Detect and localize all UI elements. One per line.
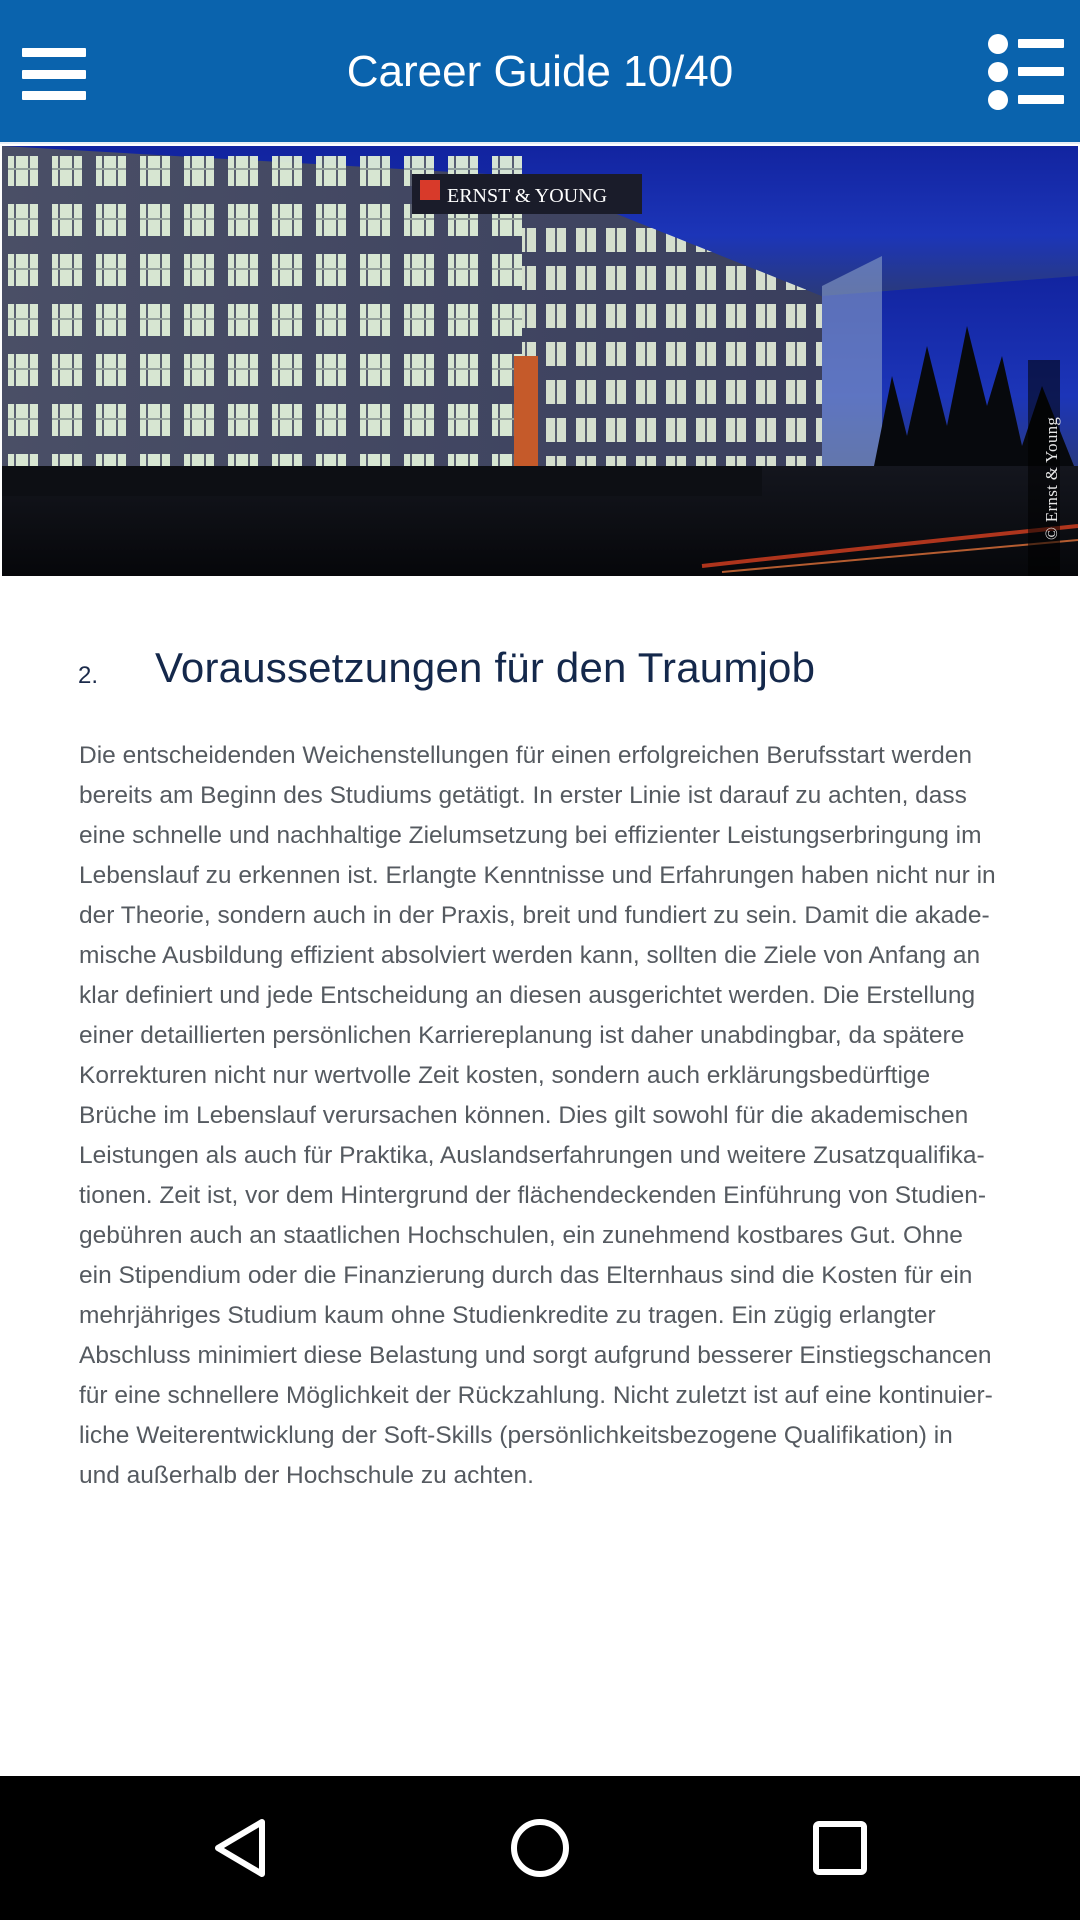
- system-nav-bar: [0, 1776, 1080, 1920]
- roof-sign: ERNST & YOUNG: [447, 185, 608, 207]
- building-illustration: [2, 146, 1078, 576]
- home-circle-icon[interactable]: [490, 1798, 590, 1898]
- hamburger-menu-icon[interactable]: [22, 48, 86, 100]
- body-line: einer detaillierten persönlichen Karriereplanung ist daher unabdingbar, da spätere: [79, 1022, 965, 1049]
- body-line: der Theorie, sondern auch in der Praxis, breit und fundiert zu sein. Damit die akade-: [79, 902, 990, 929]
- section-body: [79, 736, 1019, 1496]
- body-line: tionen. Zeit ist, vor dem Hintergrund der flächendeckenden Einführung von Studien-: [79, 1182, 987, 1209]
- photo-credit: © Ernst & Young: [1042, 416, 1061, 540]
- body-line: gebühren auch an staatlichen Hochschulen, ein zunehmend kostbares Gut. Ohne: [79, 1222, 963, 1249]
- body-line: Abschluss minimiert diese Belastung und sorgt aufgrund besserer Einstiegschancen: [79, 1342, 992, 1369]
- list-icon[interactable]: [988, 34, 1064, 110]
- body-line: klar definiert und jede Entscheidung an diesen ausgerichtet werden. Die Erstellung: [79, 982, 976, 1009]
- back-triangle-icon[interactable]: [190, 1798, 290, 1898]
- body-line: Korrekturen nicht nur wertvolle Zeit kosten, sondern auch erklärungsbedürftige: [79, 1062, 931, 1089]
- body-line: Leistungen als auch für Praktika, Auslandserfahrungen und weitere Zusatzqualifika-: [79, 1142, 985, 1169]
- recents-square-icon[interactable]: [790, 1798, 890, 1898]
- body-line: Brüche im Lebenslauf verursachen können. Dies gilt sowohl für die akademischen: [79, 1102, 969, 1129]
- body-line: und außerhalb der Hochschule zu achten.: [79, 1462, 534, 1489]
- body-line: Die entscheidenden Weichenstellungen für einen erfolgreichen Berufsstart werden: [79, 742, 972, 769]
- section-title: Voraussetzungen für den Traumjob: [155, 644, 816, 691]
- body-line: eine schnelle und nachhaltige Zielumsetzung bei effizienter Leistungserbringung im: [79, 822, 982, 849]
- building-photo: [2, 146, 1078, 576]
- page-title: Career Guide 10/40: [346, 47, 734, 96]
- body-line: mische Ausbildung effizient absolviert werden kann, sollten die Ziele von Anfang an: [79, 942, 981, 969]
- body-line: mehrjähriges Studium kaum ohne Studienkredite zu tragen. Ein zügig erlangter: [79, 1302, 936, 1329]
- body-line: bereits am Beginn des Studiums getätigt. In erster Linie ist darauf zu achten, dass: [79, 782, 967, 809]
- body-line: ein Stipendium oder die Finanzierung durch das Elternhaus sind die Kosten für ein: [79, 1262, 973, 1289]
- body-line: Lebenslauf zu erkennen ist. Erlangte Kenntnisse und Erfahrungen haben nicht nur in: [79, 862, 996, 889]
- body-line: liche Weiterentwicklung der Soft-Skills (persönlichkeitsbezogene Qualifikation) in: [79, 1422, 953, 1449]
- section-number: 2.: [78, 662, 99, 689]
- body-line: für eine schnellere Möglichkeit der Rückzahlung. Nicht zuletzt ist auf eine kontinuier-: [79, 1382, 993, 1409]
- app-bar: [0, 0, 1080, 144]
